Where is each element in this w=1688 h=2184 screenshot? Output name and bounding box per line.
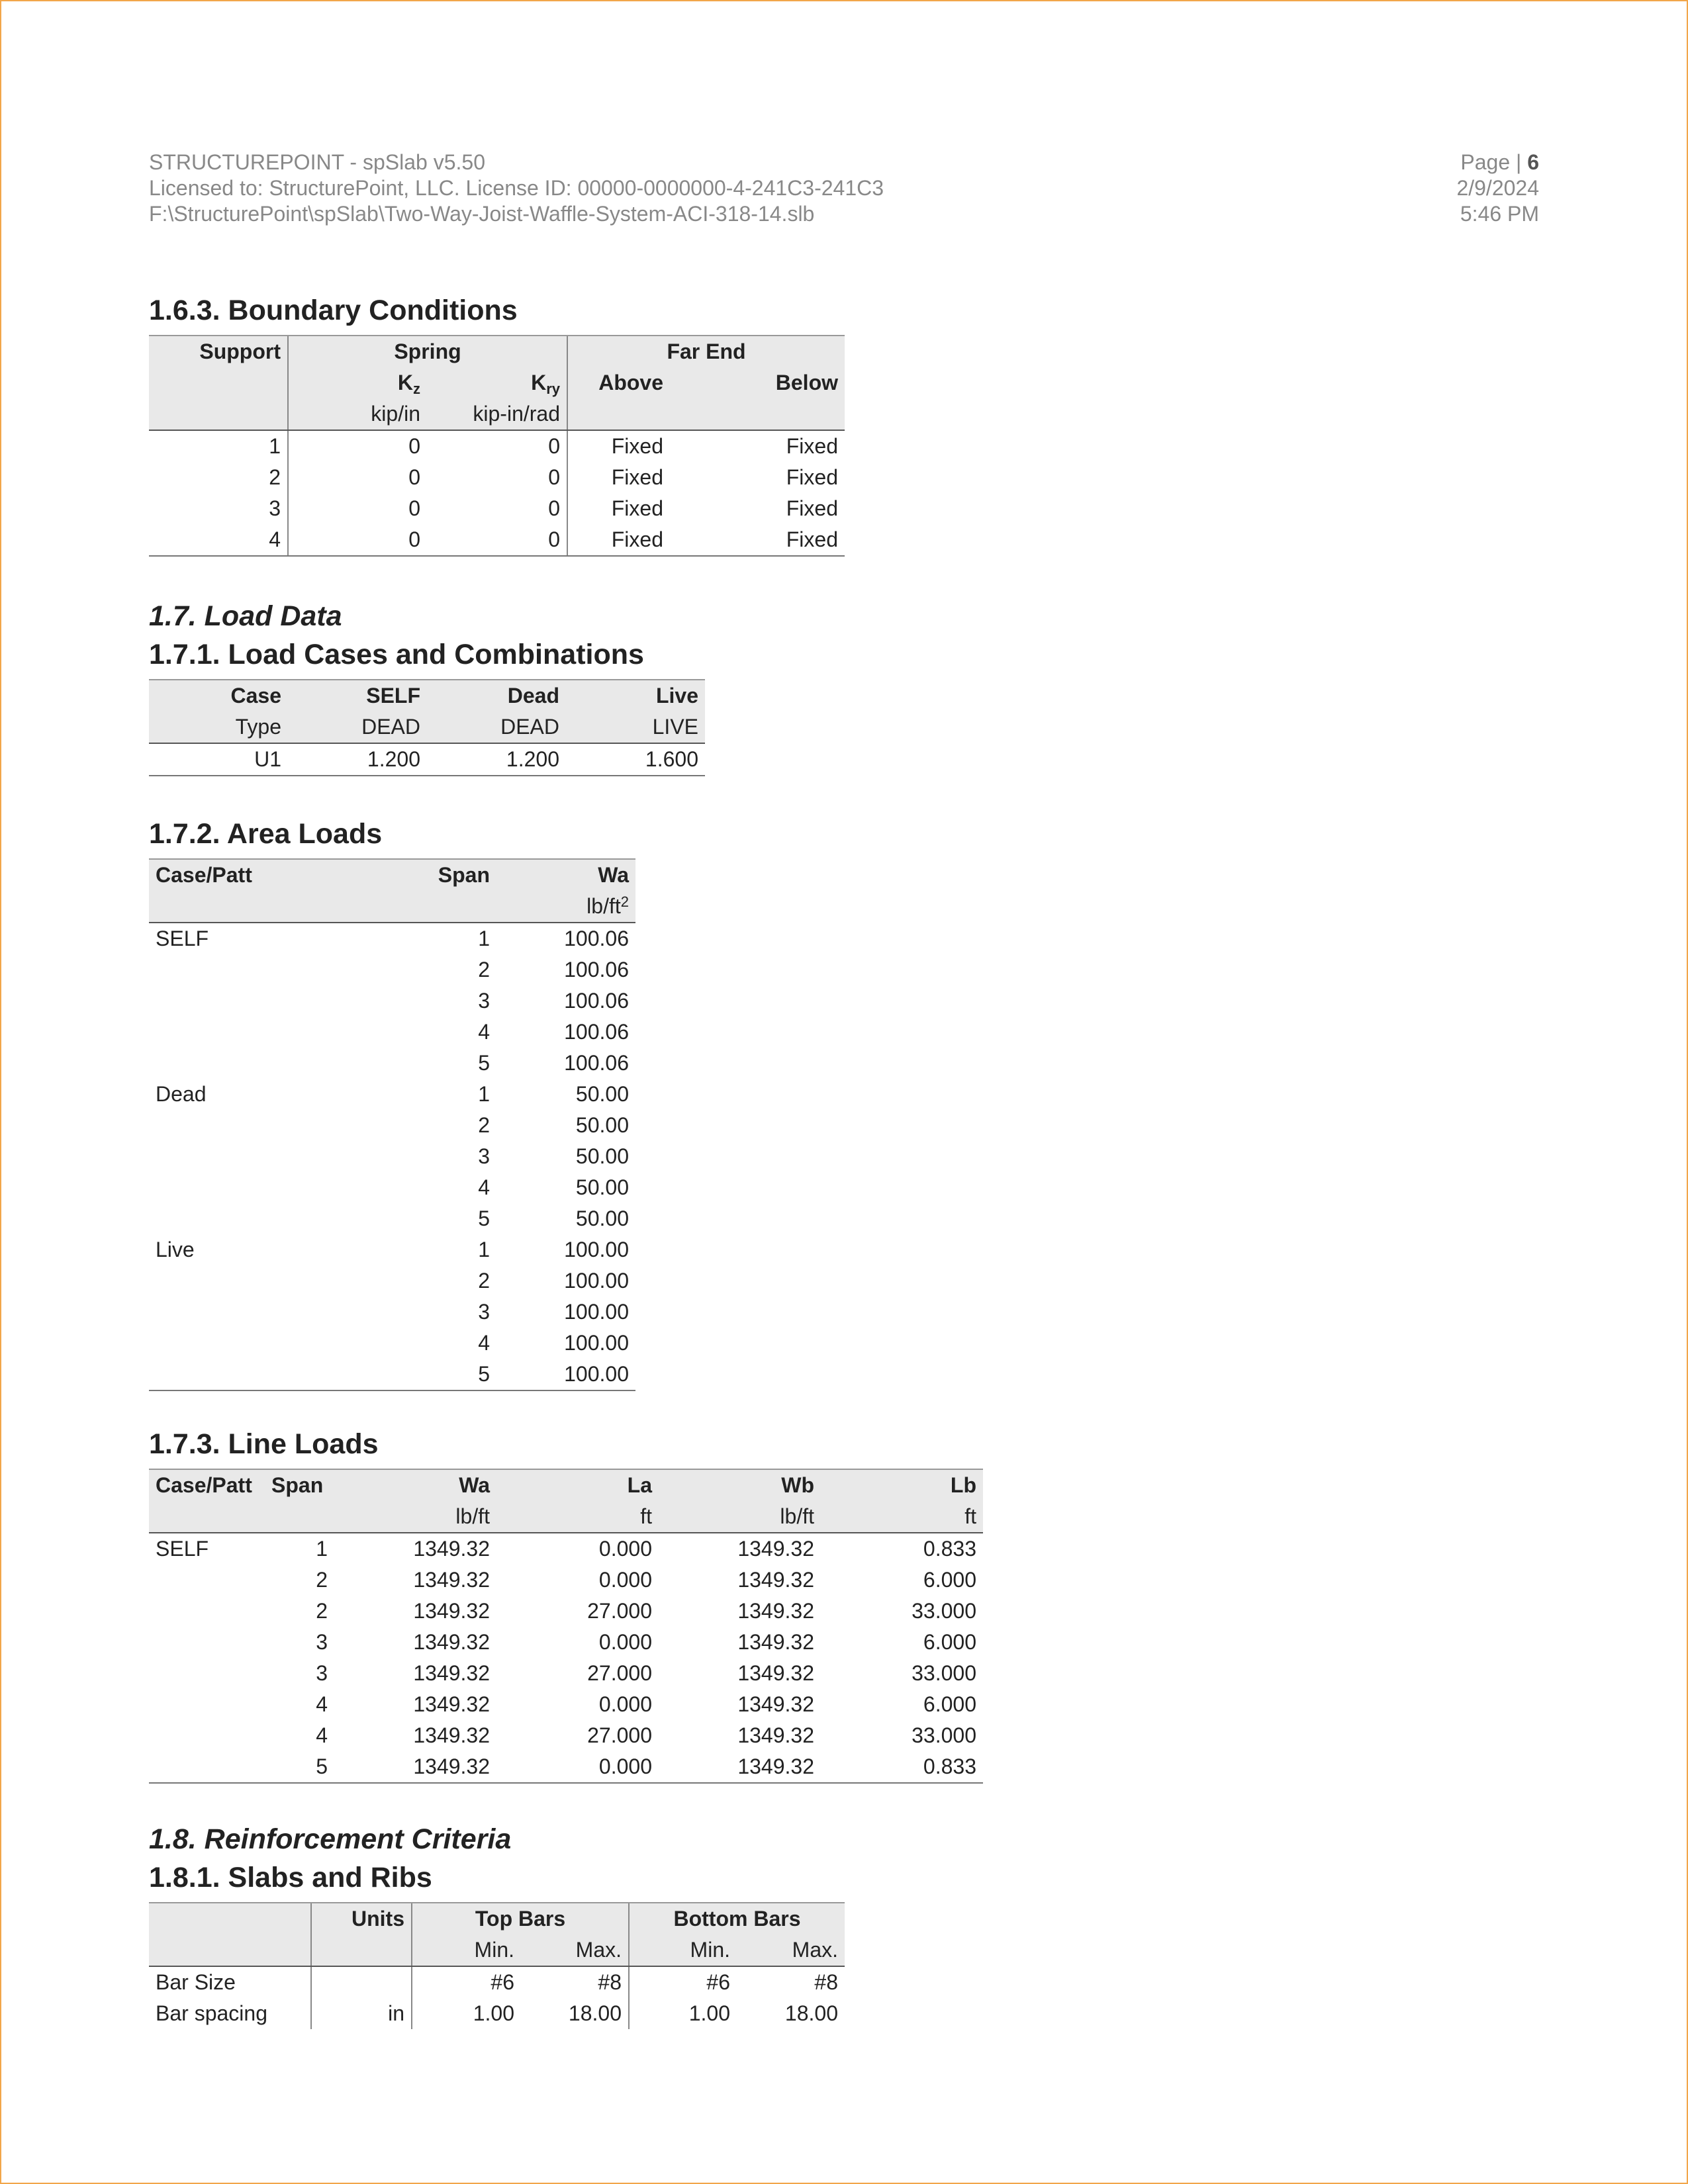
col-above: Above: [567, 367, 706, 398]
report-header-right: [1456, 150, 1539, 227]
cell-wa: 1349.32: [357, 1751, 496, 1783]
line-loads-title: 1.7.3. Line Loads: [149, 1428, 379, 1460]
kz-subscript: z: [413, 381, 420, 397]
cell-case: [149, 1751, 265, 1783]
blank-cell: [311, 1934, 412, 1966]
cell-below: Fixed: [786, 465, 838, 489]
cell-case: U1: [149, 743, 288, 776]
cell-wa: 1349.32: [413, 1537, 490, 1561]
cell-case: [149, 1110, 357, 1141]
col-top-max: Max.: [521, 1934, 629, 1966]
cell-wa: 100.00: [564, 1331, 629, 1355]
cell-case: SELF: [156, 927, 209, 950]
cell-case: [149, 1596, 265, 1627]
col-span: Span: [265, 1469, 357, 1501]
cell-case: Dead: [156, 1082, 207, 1106]
col-lb: Lb: [821, 1469, 983, 1501]
cell-la: 0.000: [598, 1568, 652, 1592]
slabs-ribs-table: [149, 1902, 845, 2029]
cell-wa: 50.00: [575, 1082, 629, 1106]
cell-above: Fixed: [567, 493, 706, 524]
cell-case: [149, 1689, 265, 1720]
header-row: [149, 859, 635, 891]
cell-span: 3: [316, 1630, 328, 1654]
cell-span: 2: [316, 1568, 328, 1592]
cell-wa: 1349.32: [413, 1723, 490, 1747]
cell-la: 27.000: [587, 1723, 652, 1747]
col-self: SELF: [288, 680, 427, 711]
cell-wa: 100.00: [564, 1238, 629, 1261]
type-label: Type: [149, 711, 288, 743]
cell-support: 4: [149, 524, 288, 556]
cell-span: 3: [316, 1661, 328, 1685]
col-span: Span: [357, 859, 496, 891]
unit-lb: ft: [821, 1501, 983, 1533]
cell-label: Bar Size: [156, 1970, 236, 1994]
cell-wb: 1349.32: [737, 1661, 814, 1685]
cell-span: 5: [478, 1051, 490, 1075]
cell-support: 3: [269, 496, 281, 520]
area-loads-table: [149, 858, 635, 1391]
cell-bottom-max: #8: [814, 1970, 838, 1994]
col-kz: [288, 367, 427, 398]
blank-cell: [357, 891, 496, 923]
cell-la: 0.000: [496, 1751, 659, 1783]
cell-kz: 0: [288, 430, 427, 462]
report-time: 5:46 PM: [1460, 202, 1539, 226]
cell-case: [149, 1203, 357, 1234]
cell-wa: 50.00: [575, 1175, 629, 1199]
cell-span: 1: [316, 1537, 328, 1561]
report-header-left: [149, 150, 884, 227]
cell-span: 2: [478, 958, 490, 981]
table-row: [149, 1079, 635, 1110]
cell-span: 5: [478, 1206, 490, 1230]
cell-units: [311, 1966, 412, 1998]
cell-below: Fixed: [706, 524, 845, 556]
cell-self: 1.200: [288, 743, 427, 776]
header-row: [149, 1903, 845, 1934]
table-row: [149, 1234, 635, 1265]
table-row: [149, 462, 845, 493]
table-row: [149, 1998, 845, 2029]
cell-wa: 100.06: [564, 958, 629, 981]
cell-top-max: 18.00: [568, 2001, 622, 2025]
cell-below: Fixed: [786, 496, 838, 520]
col-top-bars: Top Bars: [412, 1903, 629, 1934]
cell-lb: 6.000: [923, 1692, 976, 1716]
cell-case: [149, 1328, 357, 1359]
cell-wa: 1349.32: [413, 1661, 490, 1685]
table-row: [149, 1328, 635, 1359]
cell-kz: 0: [288, 493, 427, 524]
type-self: DEAD: [288, 711, 427, 743]
blank-cell: [149, 1501, 265, 1533]
col-wa: Wa: [357, 1469, 496, 1501]
cell-wb: 1349.32: [659, 1751, 821, 1783]
table-row: [149, 1265, 635, 1297]
cell-wa: 1349.32: [413, 1599, 490, 1623]
col-support: Support: [149, 336, 288, 367]
table-row: [149, 1596, 983, 1627]
cell-span: 4: [478, 1175, 490, 1199]
cell-wa: 100.00: [496, 1359, 635, 1390]
boundary-conditions-table: [149, 335, 845, 557]
header-row: [149, 680, 705, 711]
cell-live: 1.600: [566, 743, 705, 776]
cell-case: [149, 1565, 265, 1596]
table-row: [149, 1966, 845, 1998]
cell-case: [149, 1141, 357, 1172]
units-row: [149, 398, 845, 430]
cell-wb: 1349.32: [737, 1692, 814, 1716]
cell-case: [149, 1265, 357, 1297]
col-top-min: Min.: [412, 1934, 521, 1966]
cell-span: 1: [478, 1082, 490, 1106]
cell-above: Fixed: [567, 430, 706, 462]
table-row: [149, 1203, 635, 1234]
cell-span: 5: [357, 1359, 496, 1390]
cell-kry: 0: [427, 524, 567, 556]
cell-bottom-min: #6: [629, 1966, 737, 1998]
kz-symbol: K: [397, 371, 413, 394]
cell-wb: 1349.32: [737, 1599, 814, 1623]
cell-span: 2: [478, 1113, 490, 1137]
table-row: [149, 493, 845, 524]
cell-lb: 33.000: [912, 1723, 976, 1747]
cell-label: Bar spacing: [156, 2001, 267, 2025]
blank-cell: [149, 398, 288, 430]
license-line: Licensed to: StructurePoint, LLC. License ID: 00000-0000000-4-241C3-241C3: [149, 176, 884, 200]
subheader-row: [149, 1934, 845, 1966]
cell-span: 5: [265, 1751, 357, 1783]
cell-case: [149, 1658, 265, 1689]
load-cases-title: 1.7.1. Load Cases and Combinations: [149, 639, 644, 670]
col-wb: Wb: [659, 1469, 821, 1501]
cell-span: 1: [478, 927, 490, 950]
unit-wa: lb/ft: [357, 1501, 496, 1533]
type-row: [149, 711, 705, 743]
kry-symbol: K: [531, 371, 547, 394]
cell-units: in: [311, 1998, 412, 2029]
cell-la: 27.000: [587, 1599, 652, 1623]
col-bottom-max: Max.: [737, 1934, 845, 1966]
col-spring: Spring: [288, 336, 567, 367]
cell-kz: 0: [288, 462, 427, 493]
cell-case: [149, 1017, 357, 1048]
cell-lb: 6.000: [923, 1568, 976, 1592]
cell-kry: 0: [548, 434, 560, 458]
file-path-line: F:\StructurePoint\spSlab\Two-Way-Joist-Waffle-System-ACI-318-14.slb: [149, 202, 815, 226]
col-bottom-min: Min.: [629, 1934, 737, 1966]
cell-wa: 100.06: [564, 927, 629, 950]
cell-bottom-max: 18.00: [784, 2001, 838, 2025]
cell-kz: 0: [288, 524, 427, 556]
cell-case: Live: [156, 1238, 195, 1261]
cell-above: Fixed: [567, 462, 706, 493]
table-row: [149, 743, 705, 776]
col-live: Live: [566, 680, 705, 711]
blank-cell: [149, 1934, 311, 1966]
cell-top-max: #8: [598, 1970, 622, 1994]
cell-wa: 50.00: [575, 1113, 629, 1137]
cell-span: 4: [478, 1331, 490, 1355]
cell-span: 4: [316, 1692, 328, 1716]
table-row: [149, 1689, 983, 1720]
cell-span: 4: [316, 1723, 328, 1747]
col-wa: Wa: [496, 859, 635, 891]
col-below: Below: [706, 367, 845, 398]
reinforcement-criteria-title: 1.8. Reinforcement Criteria: [149, 1823, 512, 1855]
table-row: [149, 923, 635, 954]
col-far-end: Far End: [567, 336, 845, 367]
table-row: [149, 1297, 635, 1328]
cell-span: 1: [478, 1238, 490, 1261]
table-row: [149, 1658, 983, 1689]
cell-wa: 1349.32: [413, 1630, 490, 1654]
cell-lb: 0.833: [923, 1537, 976, 1561]
table-row: [149, 1627, 983, 1658]
cell-support: 2: [269, 465, 281, 489]
cell-above: Fixed: [567, 524, 706, 556]
cell-kry: 0: [548, 496, 560, 520]
blank-cell: [567, 398, 706, 430]
kry-subscript: ry: [546, 381, 560, 397]
unit-kz: kip/in: [288, 398, 427, 430]
cell-wa: 50.00: [575, 1206, 629, 1230]
type-dead: DEAD: [427, 711, 566, 743]
type-live: LIVE: [566, 711, 705, 743]
load-data-title: 1.7. Load Data: [149, 600, 342, 632]
slabs-ribs-title: 1.8.1. Slabs and Ribs: [149, 1862, 432, 1893]
cell-wa: 1349.32: [413, 1568, 490, 1592]
cell-case: [149, 985, 357, 1017]
cell-span: 2: [316, 1599, 328, 1623]
cell-top-min: 1.00: [412, 1998, 521, 2029]
cell-wa: 1349.32: [413, 1692, 490, 1716]
cell-span: 3: [478, 989, 490, 1013]
cell-below: Fixed: [786, 434, 838, 458]
table-row: [149, 1533, 983, 1565]
cell-case: [149, 1627, 265, 1658]
col-la: La: [496, 1469, 659, 1501]
col-units: Units: [311, 1903, 412, 1934]
cell-case: [149, 954, 357, 985]
page-label: Page |: [1460, 150, 1528, 174]
cell-lb: 33.000: [912, 1599, 976, 1623]
unit-wa-main: lb/ft: [586, 894, 621, 918]
cell-case: [149, 1172, 357, 1203]
cell-wb: 1349.32: [737, 1537, 814, 1561]
unit-kry: kip-in/rad: [427, 398, 567, 430]
table-row: [149, 1359, 635, 1390]
cell-wa: 100.00: [564, 1269, 629, 1293]
col-kry: [427, 367, 567, 398]
page-number: 6: [1527, 150, 1539, 174]
cell-case: [149, 1048, 357, 1079]
cell-wb: 1349.32: [737, 1630, 814, 1654]
cell-lb: 6.000: [923, 1630, 976, 1654]
unit-wa: [496, 891, 635, 923]
unit-la: ft: [496, 1501, 659, 1533]
col-case-patt: Case/Patt: [149, 859, 357, 891]
table-row: [149, 1141, 635, 1172]
blank-cell: [149, 367, 288, 398]
cell-dead: 1.200: [427, 743, 566, 776]
unit-wb: lb/ft: [659, 1501, 821, 1533]
cell-case: [149, 1720, 265, 1751]
cell-top-min: #6: [412, 1966, 521, 1998]
cell-wa: 100.06: [564, 989, 629, 1013]
cell-bottom-min: 1.00: [629, 1998, 737, 2029]
blank-cell: [149, 891, 357, 923]
cell-case: SELF: [156, 1537, 209, 1561]
table-row: [149, 954, 635, 985]
blank-cell: [149, 1903, 311, 1934]
app-line: STRUCTUREPOINT - spSlab v5.50: [149, 150, 485, 174]
col-dead: Dead: [427, 680, 566, 711]
cell-support: 1: [269, 434, 281, 458]
cell-la: 0.000: [598, 1537, 652, 1561]
cell-lb: 0.833: [821, 1751, 983, 1783]
units-row: [149, 891, 635, 923]
col-bottom-bars: Bottom Bars: [629, 1903, 845, 1934]
table-row: [149, 1110, 635, 1141]
cell-span: 2: [478, 1269, 490, 1293]
cell-span: 3: [478, 1300, 490, 1324]
cell-wb: 1349.32: [737, 1568, 814, 1592]
report-date: 2/9/2024: [1456, 176, 1539, 200]
subheader-row: [149, 367, 845, 398]
cell-kry: 0: [548, 465, 560, 489]
units-row: [149, 1501, 983, 1533]
header-row: [149, 1469, 983, 1501]
page-indicator: [1456, 150, 1539, 175]
cell-case: [149, 1359, 357, 1390]
cell-case: [149, 1297, 357, 1328]
table-row: [149, 524, 845, 556]
table-row: [149, 430, 845, 462]
cell-wa: 100.00: [564, 1300, 629, 1324]
table-row: [149, 1172, 635, 1203]
table-row: [149, 1017, 635, 1048]
cell-wa: 50.00: [575, 1144, 629, 1168]
cell-wa: 100.06: [564, 1020, 629, 1044]
load-cases-table: [149, 679, 705, 776]
area-loads-title: 1.7.2. Area Loads: [149, 818, 383, 850]
table-row: [149, 1565, 983, 1596]
unit-wa-exponent: 2: [620, 893, 629, 910]
cell-span: 3: [478, 1144, 490, 1168]
header-row: [149, 336, 845, 367]
col-case: Case: [149, 680, 288, 711]
cell-lb: 33.000: [912, 1661, 976, 1685]
blank-cell: [706, 398, 845, 430]
blank-cell: [265, 1501, 357, 1533]
boundary-conditions-title: 1.6.3. Boundary Conditions: [149, 295, 518, 326]
table-row: [149, 1048, 635, 1079]
cell-span: 4: [478, 1020, 490, 1044]
cell-la: 27.000: [587, 1661, 652, 1685]
col-case-patt: Case/Patt: [149, 1469, 265, 1501]
line-loads-table: [149, 1469, 983, 1784]
table-row: [149, 1720, 983, 1751]
table-row: [149, 1751, 983, 1783]
table-row: [149, 985, 635, 1017]
cell-wb: 1349.32: [737, 1723, 814, 1747]
cell-la: 0.000: [598, 1630, 652, 1654]
cell-la: 0.000: [598, 1692, 652, 1716]
cell-wa: 100.06: [564, 1051, 629, 1075]
